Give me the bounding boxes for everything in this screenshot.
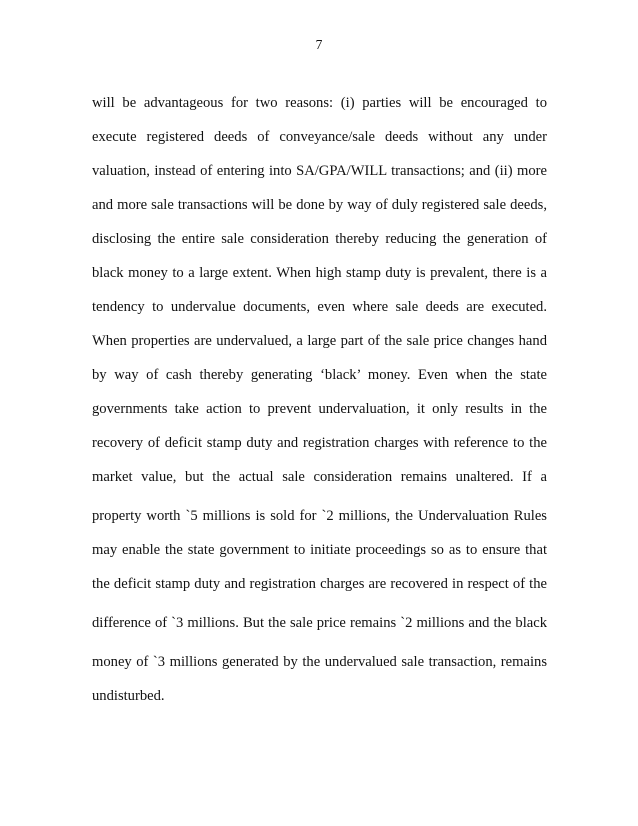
text-line: will be advantageous for two reasons: (i) parties will be encouraged to	[92, 95, 547, 111]
text-line: the deficit stamp duty and registration charges are recovered in respect of the	[92, 576, 547, 592]
page-number: 7	[315, 37, 323, 52]
text-line: When properties are undervalued, a large part of the sale price changes hand	[92, 333, 547, 349]
text-line: recovery of deficit stamp duty and registration charges with reference to the	[92, 435, 547, 451]
text-line: execute registered deeds of conveyance/sale deeds without any under	[92, 129, 547, 145]
text-line: market value, but the actual sale consideration remains unaltered. If a	[92, 469, 547, 485]
text-line: may enable the state government to initiate proceedings so as to ensure that	[92, 542, 547, 558]
text-line: black money to a large extent. When high stamp duty is prevalent, there is a	[92, 265, 547, 281]
text-line: governments take action to prevent undervaluation, it only results in the	[92, 401, 547, 417]
text-line: difference of `3 millions. But the sale price remains `2 millions and the black	[92, 615, 547, 631]
body-paragraph	[92, 93, 547, 720]
text-line: property worth `5 millions is sold for `2 millions, the Undervaluation Rules	[92, 508, 547, 524]
text-line: money of `3 millions generated by the undervalued sale transaction, remains	[92, 654, 547, 670]
text-line: valuation, instead of entering into SA/GPA/WILL transactions; and (ii) more	[92, 163, 547, 179]
text-line: undisturbed.	[92, 688, 165, 704]
text-line: tendency to undervalue documents, even where sale deeds are executed.	[92, 299, 547, 315]
text-line: disclosing the entire sale consideration thereby reducing the generation of	[92, 231, 547, 247]
text-line: by way of cash thereby generating ‘black’ money. Even when the state	[92, 367, 547, 383]
text-line: and more sale transactions will be done by way of duly registered sale deeds,	[92, 197, 547, 213]
